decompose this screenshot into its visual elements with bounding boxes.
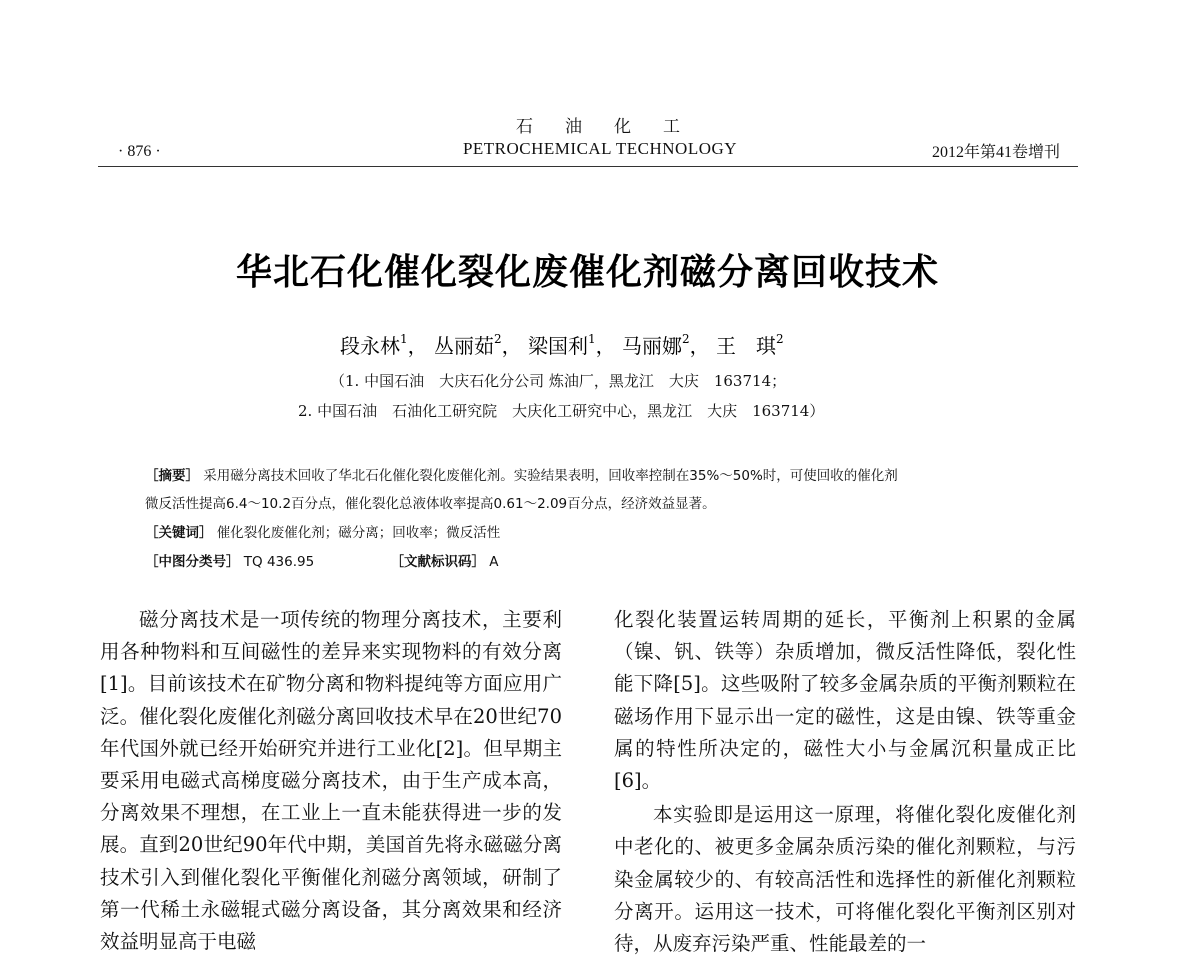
journal-name-cn	[0, 112, 1200, 137]
issue-info: 2012年第41卷增刊	[931, 144, 1060, 161]
doc-id-label: ［文献标识码］	[390, 554, 485, 570]
author-name: 丛丽茹	[434, 334, 494, 358]
body-column-right	[614, 604, 1076, 960]
body-paragraph: 化裂化装置运转周期的延长，平衡剂上积累的金属（镍、钒、铁等）杂质增加，微反活性降低，裂化性能下降[5]。这些吸附了较多金属杂质的平衡剂颗粒在磁场作用下显示出一定的磁性，这是由镍、铁等重金属的特性所决定的，磁性大小与金属沉积量成正比[6]。	[614, 608, 1076, 793]
author-list: 段永林$^1$， 丛丽茹$^2$， 梁国利$^1$， 马丽娜$^2$， 王 琪$^2$	[340, 332, 784, 358]
abstract-label: ［摘要］	[145, 468, 199, 484]
doc-id-value: A	[489, 554, 499, 570]
abstract-line-2: 微反活性提高6.4～10.2百分点，催化裂化总液体收率提高0.61～2.09百分点，经济效益显著。	[145, 496, 716, 512]
author-name: 马丽娜	[622, 334, 682, 358]
author-name: 王 琪	[716, 334, 776, 358]
clc-label: ［中图分类号］	[145, 554, 240, 570]
affiliation-1: （1. 中国石油 大庆石化分公司 炼油厂，黑龙江 大庆 163714；	[330, 372, 787, 390]
clc-value: TQ 436.95	[243, 554, 315, 570]
journal-name-char: 工	[663, 117, 684, 137]
journal-name-en: PETROCHEMICAL TECHNOLOGY	[462, 139, 738, 158]
author-affil-mark: 2	[682, 332, 690, 347]
author-affil-mark: 2	[776, 332, 784, 347]
page-number: · 876 ·	[118, 143, 161, 160]
journal-name-char: 化	[614, 117, 635, 137]
body-paragraph: 磁分离技术是一项传统的物理分离技术，主要利用各种物料和互间磁性的差异来实现物料的有效分离[1]。目前该技术在矿物分离和物料提纯等方面应用广泛。催化裂化废催化剂磁分离回收技术早在20世纪70年代国外就已经开始研究并进行工业化[2]。但早期主要采用电磁式高梯度磁分离技术，由于生产成本高，分离效果不理想，在工业上一直未能获得进一步的发展。直到20世纪90年代中期，美国首先将永磁磁分离技术引入到催化裂化平衡催化剂磁分离领域，研制了第一代稀土永磁辊式磁分离设备，其分离效果和经济效益明显高于电磁	[100, 608, 562, 954]
doc-id-group	[391, 554, 499, 570]
classification	[145, 550, 499, 570]
abstract-line-1	[145, 464, 898, 484]
author-name: 梁国利	[528, 334, 588, 358]
article-title: 华北石化催化裂化废催化剂磁分离回收技术	[235, 252, 939, 293]
author-affil-mark: 2	[494, 332, 502, 347]
abstract-text-1: 采用磁分离技术回收了华北石化催化裂化废催化剂。实验结果表明，回收率控制在35%～50%时，可使回收的催化剂	[203, 468, 898, 484]
body-paragraph: 本实验即是运用这一原理，将催化裂化废催化剂中老化的、被更多金属杂质污染的催化剂颗粒，与污染金属较少的、有较高活性和选择性的新催化剂颗粒分离开。运用这一技术，可将催化裂化平衡剂区别对待，从废弃污染严重、性能最差的一	[614, 803, 1076, 956]
keywords-label: ［关键词］	[145, 525, 213, 541]
keywords-text: 催化裂化废催化剂；磁分离；回收率；微反活性	[216, 525, 501, 541]
journal-name-char: 油	[565, 117, 586, 137]
author-affil-mark: 1	[400, 332, 408, 347]
keywords	[145, 521, 500, 541]
author-name: 段永林	[340, 334, 400, 358]
header-divider	[98, 166, 1078, 167]
author-affil-mark: 1	[588, 332, 596, 347]
body-column-left	[100, 604, 562, 958]
journal-name-char: 石	[516, 117, 537, 137]
affiliation-2: 2. 中国石油 石油化工研究院 大庆化工研究中心，黑龙江 大庆 163714）	[298, 402, 825, 420]
